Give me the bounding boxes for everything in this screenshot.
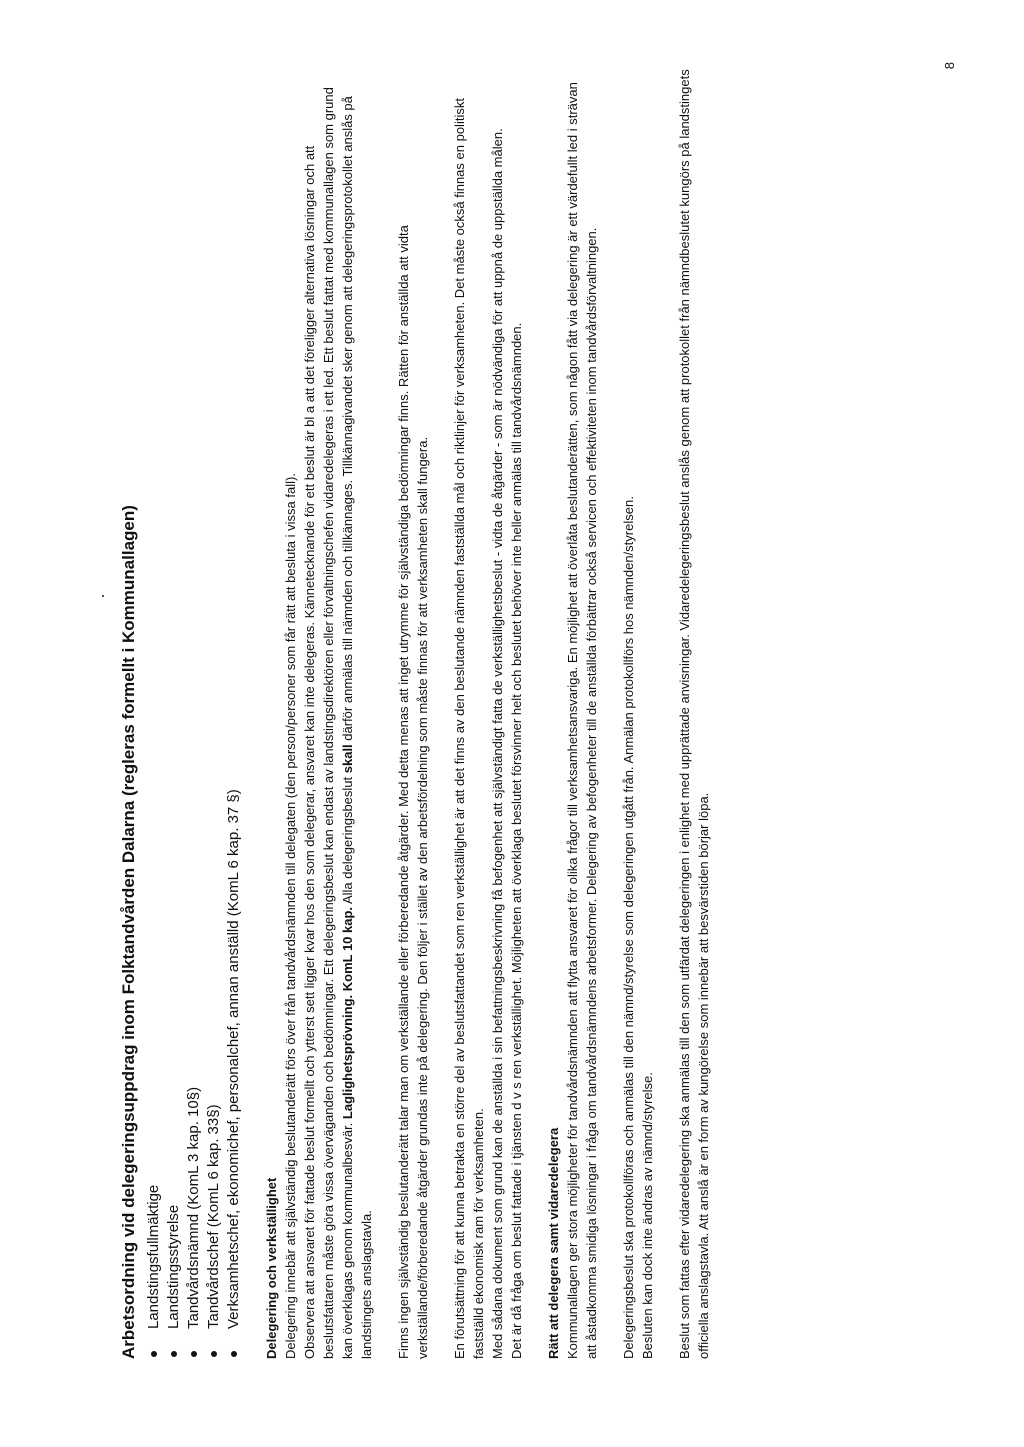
page-number: 8: [942, 62, 957, 70]
paragraph: Besluten kan dock inte ändras av nämnd/styrelse.: [640, 1072, 655, 1359]
list-item: Tandvårdsnämnd (KomL 3 kap. 10§): [184, 69, 204, 1359]
paragraph: En förutsättning för att kunna betrakta en större del av beslutsfattandet som ren verkställighet är att det finns av den beslutande nämnden fastställda mål och riktlinjer för verksamheten. Det måste också finnas en politiskt fastställd ekonomisk ram för verksamheten.: [452, 98, 486, 1359]
section-verkstallande: [394, 69, 432, 1359]
paragraph: Det är då fråga om beslut fattade i tjänsten d v s ren verkställighet. Möjligheten att överklaga beslutet försvinner helt och beslutet behöver inte heller anmälas till tandvårdsnämnden.: [509, 322, 524, 1359]
scan-speck: [102, 595, 104, 597]
list-item: Tandvårdschef (KomL 6 kap. 33§): [204, 69, 224, 1359]
paragraph: Finns ingen självständig beslutanderätt talar man om verkställande eller förberedande åtgärder. Med detta menas att inget utrymme för självständiga bedömningar finns. Rätten för anställda att vidta verkställande/förberedande åtgärder grundas inte på delegering. Den följer i stället av den arbetsfördelning som måste finnas för att verksamheten skall fungera.: [396, 225, 430, 1359]
paragraph: [300, 69, 376, 1359]
bold-text: Laglighetsprövning. KomL 10 kap.: [340, 906, 355, 1120]
paragraph: Beslut som fattas efter vidaredelegering ska anmälas till den som utfärdat delegeringen i enlighet med upprättade anvisningar. Vidaredelegeringsbeslut anslås genom att protokollet från nämndbeslutet kungörs på landstingets officiella anslagstavla. Att anslå är en form av kungörelse som innebär att besvärstiden börjar löpa.: [677, 69, 711, 1359]
paragraph: Kommunallagen ger stora möjligheter för tandvårdsnämnden att flytta ansvaret för olika frågor till verksamhetsansvariga. En möjlighet att överlåta beslutanderätten, som någon fått via delegering är ett värdefullt led i strävan att åstadkomma smidiga lösningar i fråga om tandvårdsnämndens arbetsformer. Delegering av befogenheter till de anställda förbättrar också servicen och effektiviteten inom tandvårdsförvaltningen.: [565, 82, 599, 1359]
section-protokoll: [619, 69, 657, 1359]
paragraph-text: Observera att ansvaret för fattade beslut formellt och ytterst sett ligger kvar hos den som delegerar, ansvaret kan inte delegeras. Kännetecknande för ett beslut är bl a att det föreligger alternativa lösningar och att beslutsfattaren måste göra vissa överväganden och bedömningar. Ett delegeringsbeslut kan endast av landstingsdirektören eller förvaltningschefen vidaredelegeras i ett led. Ett beslut fattat med kommunallagen som grund kan överklagas genom kommunalbesvär.: [302, 87, 355, 1359]
section-ratt-att-delegera: [544, 69, 601, 1359]
list-item: Landstingsstyrelse: [164, 69, 184, 1359]
bold-text: skall: [340, 744, 355, 774]
section-heading: Rätt att delegera samt vidaredelegera: [546, 1127, 561, 1359]
document-title: Arbetsordning vid delegeringsuppdrag inom Folktandvården Dalarna (regleras formellt i Kommunallagen): [119, 505, 138, 1359]
paragraph: Delegeringsbeslut ska protokollföras och anmälas till den nämnd/styrelse som delegeringen utgått från. Anmälan protokollförs hos nämnden/styrelsen.: [621, 496, 636, 1359]
paragraph-text: Alla delegeringsbeslut: [340, 773, 355, 907]
paragraph-text: därför anmälas till nämnden och tillkännages. Tillkännagivandet sker genom att delegeringsprotokollet anslås på landstingets anslagstavla.: [340, 96, 374, 1359]
delegation-hierarchy-list: [144, 69, 244, 1359]
section-vidaredelegering: [675, 69, 713, 1359]
section-forutsattning: [450, 69, 526, 1359]
paragraph: Delegering innebär att självständig beslutanderätt förs över från tandvårdsnämnden till delegaten (den person/personer som får rätt att besluta i vissa fall).: [283, 473, 298, 1359]
document-body: [118, 69, 713, 1359]
list-item: Landstingsfullmäktige: [144, 69, 164, 1359]
section-delegering: [262, 69, 376, 1359]
list-item: Verksamhetschef, ekonomichef, personalchef, annan anställd (KomL 6 kap. 37 §): [224, 69, 244, 1359]
section-heading: Delegering och verkställighet: [264, 1177, 279, 1359]
paragraph: Med sådana dokument som grund kan de anställda i sin befattningsbeskrivning få befogenhet att självständigt fatta de verkställighetsbeslut - vidta de åtgärder - som är nödvändiga för att uppnå de uppställda målen.: [490, 128, 505, 1359]
